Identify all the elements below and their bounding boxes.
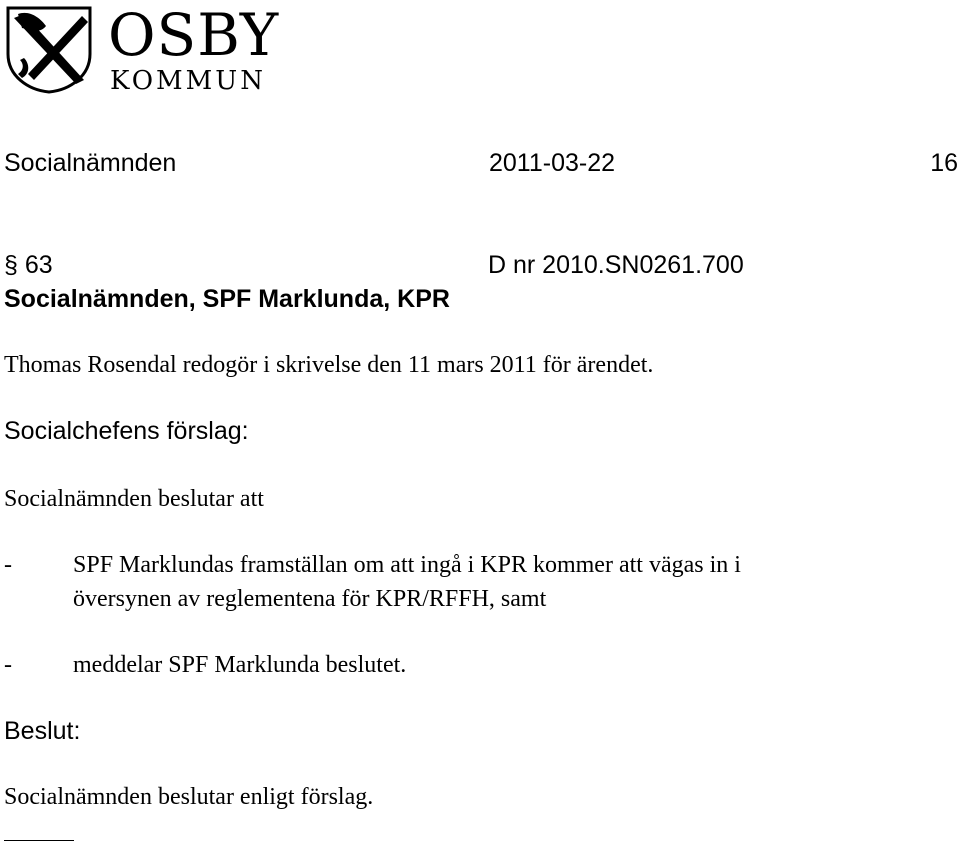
page-number: 16: [930, 149, 958, 177]
list-item-line: SPF Marklundas framställan om att ingå i KPR kommer att vägas in i: [73, 552, 741, 578]
signature-rule: [4, 840, 74, 841]
list-bullet: -: [4, 652, 12, 678]
brand-subtitle: KOMMUN: [110, 66, 266, 96]
item-number: 63: [24, 251, 53, 279]
committee-name: Socialnämnden: [4, 149, 177, 177]
proposal-heading: Socialchefens förslag:: [4, 417, 249, 445]
list-item-line: översynen av reglementena för KPR/RFFH, samt: [73, 586, 547, 612]
diary-number: D nr 2010.SN0261.700: [488, 251, 744, 279]
intro-paragraph: Thomas Rosendal redogör i skrivelse den 11 mars 2011 för ärendet.: [4, 352, 654, 378]
list-bullet: -: [4, 552, 12, 578]
proposal-lead: Socialnämnden beslutar att: [4, 486, 264, 512]
decision-text: Socialnämnden beslutar enligt förslag.: [4, 784, 374, 810]
osby-coat-of-arms-icon: [4, 4, 94, 94]
section-number: [4, 250, 53, 280]
item-title: Socialnämnden, SPF Marklunda, KPR: [4, 285, 450, 313]
decision-heading: Beslut:: [4, 717, 81, 745]
meeting-date: 2011-03-22: [489, 149, 616, 177]
section-symbol: §: [4, 251, 18, 279]
brand-name: OSBY: [108, 1, 280, 69]
list-item-line: meddelar SPF Marklunda beslutet.: [73, 652, 407, 678]
